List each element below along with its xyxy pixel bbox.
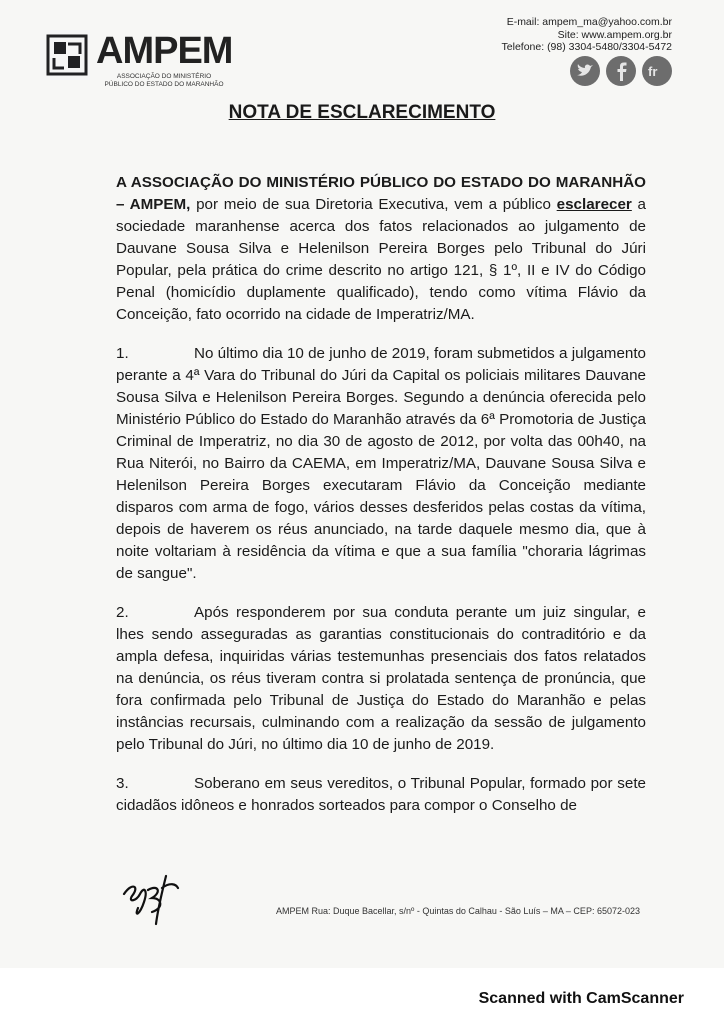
flickr-icon (642, 56, 672, 86)
social-icons (570, 56, 672, 86)
intro-bold: A ASSOCIAÇÃO DO MINISTÉRIO PÚBLICO DO ESTADO DO MARANHÃO – AMPEM, (116, 174, 646, 213)
intro-text-b: a sociedade maranhense acerca dos fatos relacionados ao julgamento de Dauvane Sousa Silva e Helenilson Pereira Borges pelo Tribunal do Júri Popular, pela prática do crime descrito no artigo 121, § 1º, II e IV do Código Penal (homicídio duplamente qualificado), tendo como vítima Flávio da Conceição, fato ocorrido na cidade de Imperatriz/MA. (116, 196, 647, 323)
paragraph-1-number: 1. (116, 345, 129, 362)
ampem-logo (46, 28, 246, 98)
phone-text: Telefone: (98) 3304-5480/3304-5472 (501, 41, 672, 53)
footer-address: AMPEM Rua: Duque Bacellar, s/nº - Quintas do Calhau - São Luís – MA – CEP: 65072-023 (276, 906, 640, 916)
ampem-emblem-icon (46, 34, 88, 76)
twitter-icon (570, 56, 600, 86)
paragraph-3 (116, 773, 646, 817)
signature-initials (118, 868, 198, 928)
paragraph-3-text: Soberano em seus vereditos, o Tribunal Popular, formado por sete cidadãos idôneos e honrados sorteados para compor o Conselho de (116, 775, 646, 814)
paragraph-3-number: 3. (116, 775, 129, 792)
intro-paragraph (116, 172, 646, 326)
paragraph-2-number: 2. (116, 604, 129, 621)
email-text: E-mail: ampem_ma@yahoo.com.br (506, 16, 672, 28)
site-text: Site: www.ampem.org.br (557, 28, 672, 41)
paragraph-2-text: Após responderem por sua conduta perante um juiz singular, e lhes sendo asseguradas as garantias constitucionais do contraditório e da ampla defesa, inquiridas várias testemunhas presenciais dos fatos relatados na denúncia, os réus tiveram contra si prolatada sentença de pronúncia, que fora confirmada pelo Tribunal de Justiça do Estado do Maranhão e pelas instâncias recursais, culminando com a realização da sessão de julgamento pelo Tribunal do Júri, no último dia 10 de junho de 2019. (116, 604, 646, 753)
logo-name: AMPEM (96, 30, 233, 72)
intro-text-a: por meio de sua Diretoria Executiva, vem a público (190, 196, 557, 213)
document-title: NOTA DE ESCLARECIMENTO (228, 102, 496, 123)
contact-info (502, 16, 672, 54)
document-body (116, 172, 646, 834)
paragraph-1 (116, 343, 646, 585)
camscanner-watermark: Scanned with CamScanner (478, 990, 684, 1007)
facebook-icon (606, 56, 636, 86)
intro-emphasis: esclarecer (556, 196, 632, 213)
logo-subtitle: ASSOCIAÇÃO DO MINISTÉRIO PÚBLICO DO ESTADO DO MARANHÃO (104, 73, 224, 88)
paragraph-1-text: No último dia 10 de junho de 2019, foram submetidos a julgamento perante a 4ª Vara do Tribunal do Júri da Capital os policiais militares Dauvane Sousa Silva e Helenilson Pereira Borges. Segundo a denúncia oferecida pelo Ministério Público do Estado do Maranhão através da 6ª Promotoria de Justiça Criminal de Imperatriz, no dia 30 de agosto de 2012, por volta das 00h40, na Rua Niterói, no Bairro da CAEMA, em Imperatriz/MA, Dauvane Sousa Silva e Helenilson Pereira Borges executaram Flávio da Conceição mediante disparos com arma de fogo, vários desses desferidos pelas costas da vítima, depois de haverem os réus anunciado, na tarde daquele mesmo dia, que à noite voltariam à residência da vítima e que a sua família "choraria lágrimas de sangue". (116, 345, 646, 582)
paragraph-2 (116, 602, 646, 756)
svg-text:fr: fr (648, 64, 658, 79)
